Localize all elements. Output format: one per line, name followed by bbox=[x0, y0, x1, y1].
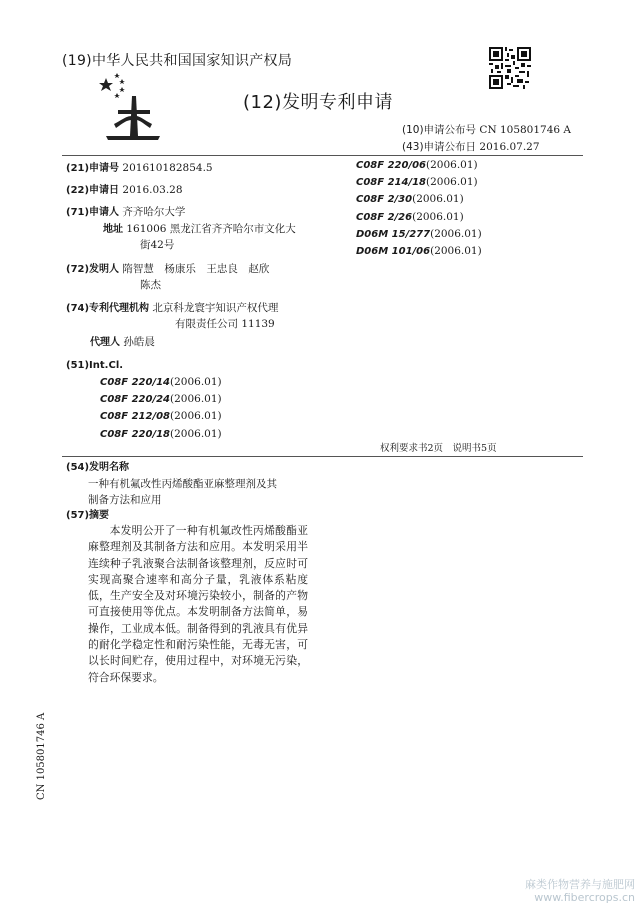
agent-row bbox=[90, 334, 155, 351]
applicant: 齐齐哈尔大学 bbox=[122, 206, 186, 218]
address-label: 地址 bbox=[103, 224, 123, 235]
ipc-entry: C08F 214/18(2006.01) bbox=[356, 176, 478, 189]
watermark-line-1: 麻类作物营养与施肥网 bbox=[525, 878, 635, 891]
application-date-label: (22)申请日 bbox=[66, 185, 120, 196]
office-name: (19)中华人民共和国国家知识产权局 bbox=[62, 53, 293, 69]
application-date: 2016.03.28 bbox=[122, 184, 183, 196]
page-count-info: 权利要求书2页 说明书5页 bbox=[380, 443, 497, 454]
int-cl-list bbox=[100, 374, 222, 443]
int-cl-entry: C08F 220/18(2006.01) bbox=[100, 427, 222, 440]
address-line-1: 161006 黑龙江省齐齐哈尔市文化大 bbox=[126, 223, 296, 235]
agent: 孙皓晨 bbox=[123, 336, 155, 348]
address-row bbox=[103, 221, 296, 238]
inventors-label: (72)发明人 bbox=[66, 264, 120, 275]
abstract-label: (57)摘要 bbox=[66, 510, 110, 521]
publication-number: CN 105801746 A bbox=[479, 124, 572, 136]
publication-number-row bbox=[402, 122, 571, 137]
agency-line-1: 北京科龙寰宇知识产权代理 bbox=[152, 302, 279, 314]
header-divider bbox=[62, 155, 583, 156]
site-watermark bbox=[525, 878, 635, 904]
int-cl-entry: C08F 212/08(2006.01) bbox=[100, 410, 222, 423]
invention-title-label: (54)发明名称 bbox=[66, 462, 130, 473]
applicant-row bbox=[66, 204, 185, 221]
publication-number-label: (10)申请公布号 bbox=[402, 124, 477, 136]
additional-ipc-list bbox=[356, 157, 482, 260]
int-cl-entry: C08F 220/24(2006.01) bbox=[100, 393, 222, 406]
publication-date-label: (43)申请公布日 bbox=[402, 141, 477, 153]
agency-row bbox=[66, 300, 278, 317]
invention-title-line-1: 一种有机氟改性丙烯酸酯亚麻整理剂及其 bbox=[88, 478, 277, 490]
side-publication-number: CN 105801746 A bbox=[36, 712, 47, 800]
qr-code-icon bbox=[489, 47, 531, 89]
inventors-line-1: 隋智慧 杨康乐 王忠良 赵欣 bbox=[122, 263, 270, 275]
application-number: 201610182854.5 bbox=[122, 162, 213, 174]
invention-title-line-2: 制备方法和应用 bbox=[88, 494, 162, 506]
ipc-entry: C08F 2/30(2006.01) bbox=[356, 193, 464, 206]
section-divider bbox=[62, 456, 583, 457]
publication-date-row bbox=[402, 139, 540, 154]
abstract-text: 本发明公开了一种有机氟改性丙烯酸酯亚麻整理剂及其制备方法和应用。本发明采用半连续种子乳液聚合法制备该整理剂，反应时可实现高聚合速率和高分子量，乳液体系粘度低，生产安全及对环境污染较小，制备的产物可直接使用等优点。本发明制备方法简单，易操作，工业成本低。制备得到的乳液具有优异的耐化学稳定性和耐污染性能，无毒无害，可以长时间贮存，使用过程中，对环境无污染，符合环保要求。 bbox=[88, 524, 308, 684]
publication-date: 2016.07.27 bbox=[479, 141, 540, 153]
document-type-title: (12)发明专利申请 bbox=[243, 92, 393, 113]
ipc-entry: D06M 101/06(2006.01) bbox=[356, 245, 482, 258]
application-number-label: (21)申请号 bbox=[66, 163, 120, 174]
watermark-line-2: www.fibercrops.cn bbox=[534, 891, 635, 904]
inventors-row bbox=[66, 261, 269, 278]
agent-label: 代理人 bbox=[90, 337, 120, 348]
inventors-line-2: 陈杰 bbox=[140, 279, 161, 291]
application-date-row bbox=[66, 182, 183, 199]
int-cl-entry: C08F 220/14(2006.01) bbox=[100, 376, 222, 388]
applicant-label: (71)申请人 bbox=[66, 207, 120, 218]
int-cl-label: (51)Int.Cl. bbox=[66, 360, 124, 371]
address-line-2: 街42号 bbox=[140, 239, 175, 251]
agency-line-2: 有限责任公司 11139 bbox=[175, 318, 275, 330]
ipc-entry: C08F 2/26(2006.01) bbox=[356, 210, 464, 223]
agency-label: (74)专利代理机构 bbox=[66, 303, 150, 314]
ipc-entry: D06M 15/277(2006.01) bbox=[356, 227, 482, 240]
ipc-entry: C08F 220/06(2006.01) bbox=[356, 159, 478, 171]
application-number-row bbox=[66, 160, 213, 177]
national-emblem-icon bbox=[96, 70, 170, 144]
